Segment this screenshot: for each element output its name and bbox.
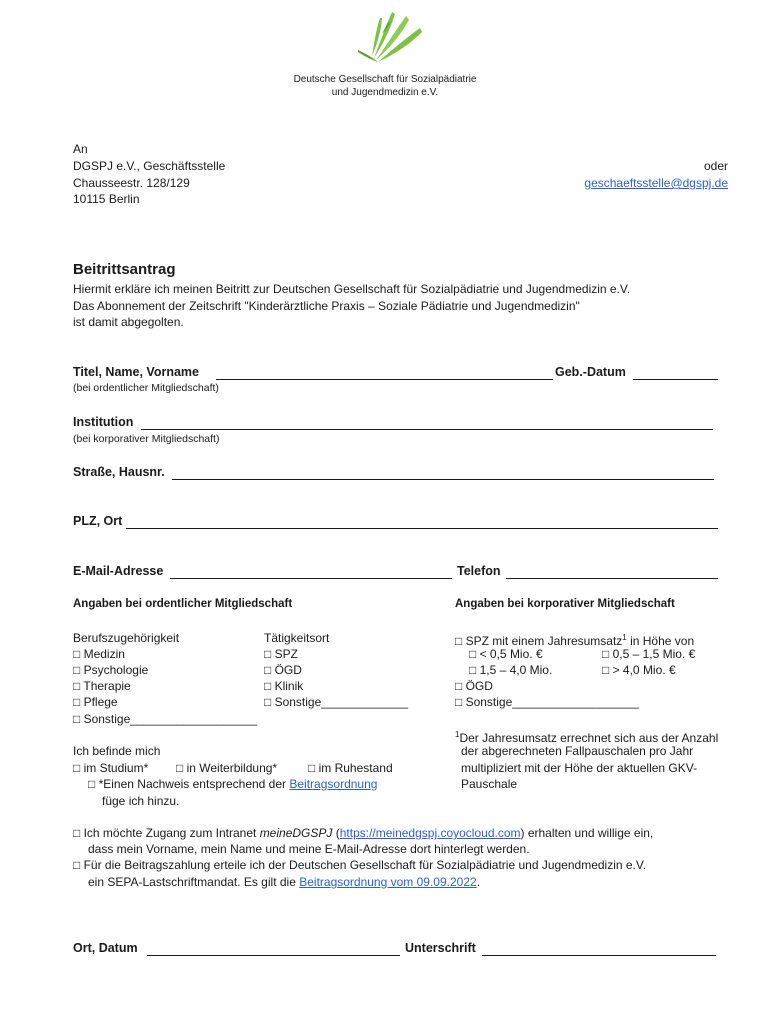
email-field[interactable]	[170, 578, 452, 579]
sepa-line-2	[88, 874, 480, 890]
name-label: Titel, Name, Vorname	[73, 365, 199, 379]
revenue-range-1[interactable]: □ < 0,5 Mio. €	[469, 647, 543, 661]
footnote-sup: 1	[455, 730, 460, 739]
footnote-line-3: multipliziert mit der Höhe der aktuellen GKV-	[461, 761, 698, 775]
proof-end: füge ich hinzu.	[102, 794, 180, 808]
institution-hint: (bei korporativer Mitgliedschaft)	[73, 433, 220, 445]
phone-field[interactable]	[506, 578, 718, 579]
intranet-text-b: (	[332, 826, 340, 840]
corporate-sonstige[interactable]: □ Sonstige___________________	[455, 695, 640, 709]
sepa-end: .	[476, 875, 481, 889]
birth-field[interactable]	[633, 379, 718, 380]
revenue-range-3[interactable]: □ 1,5 – 4,0 Mio.	[469, 663, 553, 677]
status-study[interactable]: □ im Studium*	[73, 761, 149, 775]
phone-label: Telefon	[457, 564, 501, 578]
footnote-text-1: Der Jahresumsatz errechnet sich aus der Anzahl	[459, 731, 719, 745]
profession-sonstige[interactable]: □ Sonstige___________________	[73, 712, 258, 726]
sepa-consent[interactable]: □ Für die Beitragszahlung erteile ich der Deutschen Gesellschaft für Sozialpädiatrie und Jugendmedizin e.V.	[73, 858, 647, 872]
place-date-field[interactable]	[147, 955, 400, 956]
intranet-text-c: ) erhalten und willige ein,	[520, 826, 654, 840]
place-date-label: Ort, Datum	[73, 941, 138, 955]
profession-medizin[interactable]: □ Medizin	[73, 647, 125, 661]
intro-line-2: Das Abonnement der Zeitschrift "Kinderärztliche Praxis – Soziale Pädiatrie und Jugendmedizin"	[73, 299, 580, 313]
footnote-line-2: der abgerechneten Fallpauschalen pro Jahr	[461, 744, 694, 758]
corporate-oegd[interactable]: □ ÖGD	[455, 679, 493, 693]
fee-regulation-link[interactable]: Beitragsordnung	[289, 777, 378, 791]
address-line-3: Chausseestr. 128/129	[73, 176, 190, 190]
status-heading: Ich befinde mich	[73, 744, 161, 758]
email-link[interactable]: geschaeftsstelle@dgspj.de	[584, 176, 728, 190]
workplace-spz[interactable]: □ SPZ	[264, 647, 298, 661]
birth-label: Geb.-Datum	[555, 365, 626, 379]
profession-pflege[interactable]: □ Pflege	[73, 695, 118, 709]
sepa-fee-link[interactable]: Beitragsordnung vom 09.09.2022	[299, 875, 477, 889]
address-line-4: 10115 Berlin	[73, 192, 140, 206]
intro-line-3: ist damit abgegolten.	[73, 315, 184, 329]
logo-line-1: Deutsche Gesellschaft für Sozialpädiatrie	[293, 74, 477, 85]
profession-heading: Berufszugehörigkeit	[73, 631, 180, 645]
intro-line-1: Hiermit erkläre ich meinen Beitritt zur Deutschen Gesellschaft für Sozialpädiatrie und Jugendmedizin e.V.	[73, 282, 631, 296]
intranet-name: meineDGSPJ	[259, 826, 333, 840]
signature-label: Unterschrift	[405, 941, 476, 955]
address-line-1: An	[73, 142, 88, 156]
profession-therapie[interactable]: □ Therapie	[73, 679, 131, 693]
workplace-heading: Tätigkeitsort	[264, 631, 330, 645]
proof-text: □ *Einen Nachweis entsprechend der	[88, 777, 287, 791]
intranet-link[interactable]: https://meinedgspj.coyocloud.com	[339, 826, 521, 840]
corporate-spz-sup: 1	[622, 633, 627, 642]
leaves-logo-icon	[350, 8, 430, 70]
street-field[interactable]	[172, 479, 714, 480]
corporate-spz-end: in Höhe von	[626, 634, 695, 648]
name-field[interactable]	[216, 379, 553, 380]
workplace-sonstige[interactable]: □ Sonstige_____________	[264, 695, 409, 709]
sepa-text: ein SEPA-Lastschriftmandat. Es gilt die	[88, 875, 300, 889]
workplace-klinik[interactable]: □ Klinik	[264, 679, 304, 693]
intranet-text-a: □ Ich möchte Zugang zum Intranet	[73, 826, 260, 840]
logo	[350, 8, 430, 70]
address-oder: oder	[703, 159, 728, 173]
intranet-line-2: dass mein Vorname, mein Name und meine E-Mail-Adresse dort hinterlegt werden.	[88, 842, 530, 856]
institution-label: Institution	[73, 415, 134, 429]
proof-line[interactable]	[88, 776, 377, 792]
logo-line-2: und Jugendmedizin e.V.	[331, 87, 439, 98]
intranet-consent[interactable]	[73, 825, 653, 841]
profession-psychologie[interactable]: □ Psychologie	[73, 663, 149, 677]
status-retired[interactable]: □ im Ruhestand	[308, 761, 393, 775]
corporate-spz-text: □ SPZ mit einem Jahresumsatz	[455, 634, 623, 648]
corporate-heading: Angaben bei korporativer Mitgliedschaft	[455, 598, 675, 610]
page-title: Beitrittsantrag	[73, 261, 176, 278]
ordinary-heading: Angaben bei ordentlicher Mitgliedschaft	[73, 598, 293, 610]
address-line-2: DGSPJ e.V., Geschäftsstelle	[73, 159, 226, 173]
name-hint: (bei ordentlicher Mitgliedschaft)	[73, 382, 219, 394]
footnote-line-4: Pauschale	[461, 777, 518, 791]
zip-label: PLZ, Ort	[73, 514, 123, 528]
institution-field[interactable]	[141, 429, 713, 430]
signature-field[interactable]	[482, 955, 716, 956]
revenue-range-2[interactable]: □ 0,5 – 1,5 Mio. €	[602, 647, 696, 661]
status-training[interactable]: □ in Weiterbildung*	[176, 761, 278, 775]
email-label: E-Mail-Adresse	[73, 564, 164, 578]
revenue-range-4[interactable]: □ > 4,0 Mio. €	[602, 663, 676, 677]
zip-field[interactable]	[126, 528, 718, 529]
street-label: Straße, Hausnr.	[73, 465, 165, 479]
workplace-oegd[interactable]: □ ÖGD	[264, 663, 302, 677]
